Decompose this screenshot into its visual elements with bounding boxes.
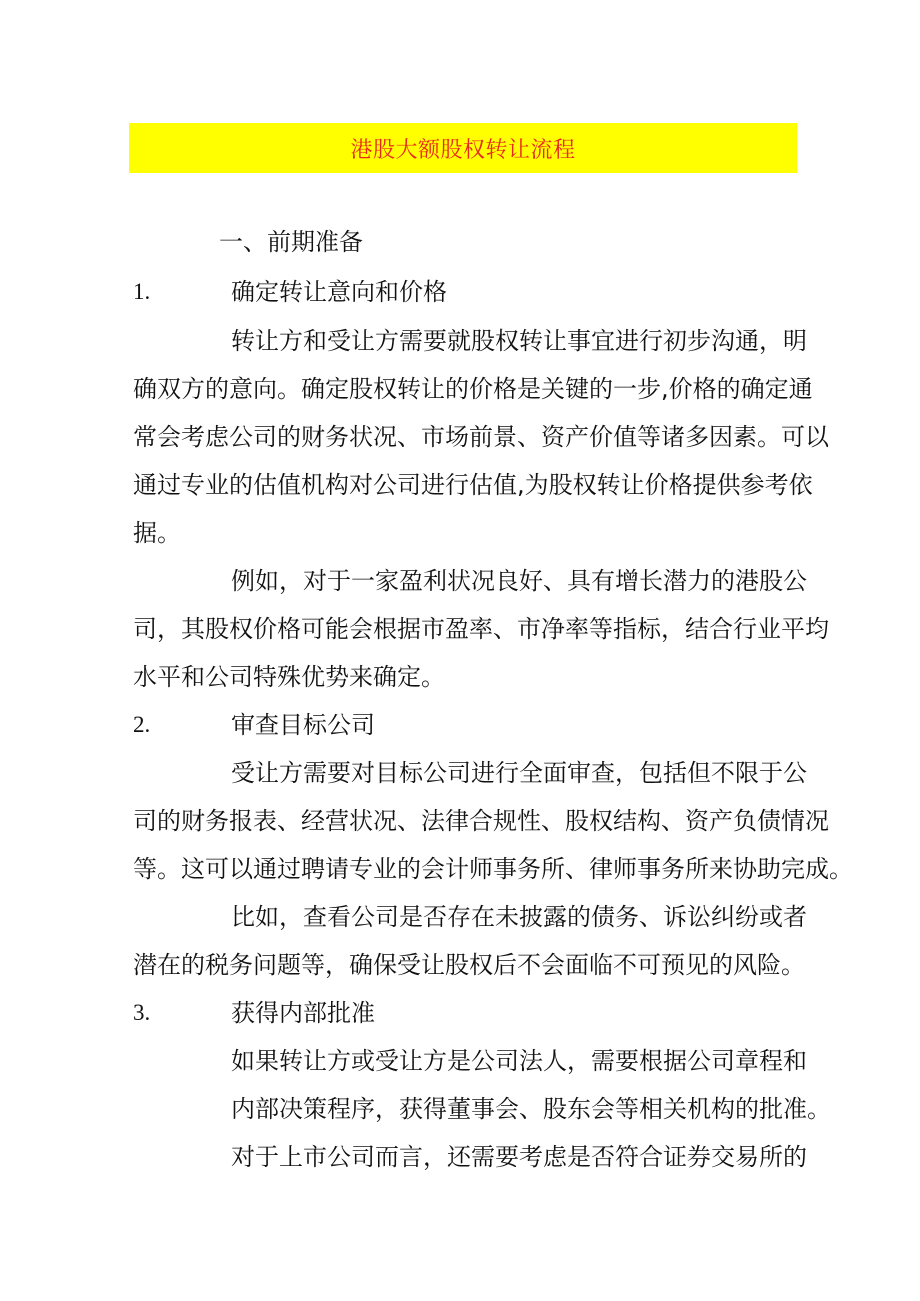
paragraph-line: 等。这可以通过聘请专业的会计师事务所、律师事务所来协助完成。	[133, 855, 853, 883]
paragraph-line: 受让方需要对目标公司进行全面审查，包括但不限于公	[231, 759, 807, 787]
title-banner	[129, 123, 797, 173]
paragraph-line: 水平和公司特殊优势来确定。	[133, 663, 445, 691]
paragraph-line: 对于上市公司而言，还需要考虑是否符合证券交易所的	[231, 1143, 807, 1171]
paragraph-line: 比如，查看公司是否存在未披露的债务、诉讼纠纷或者	[231, 903, 807, 931]
item-heading: 审查目标公司	[231, 711, 375, 739]
item-number: 2.	[133, 712, 151, 737]
paragraph-line: 确双方的意向。确定股权转让的价格是关键的一步,价格的确定通	[133, 375, 813, 403]
item-number: 3.	[133, 1000, 151, 1025]
item-number: 1.	[133, 279, 151, 304]
document-title: 港股大额股权转让流程	[350, 137, 576, 163]
section-heading: 一、前期准备	[219, 228, 363, 256]
paragraph-line: 通过专业的估值机构对公司进行估值,为股权转让价格提供参考依	[133, 471, 813, 499]
paragraph-line: 司，其股权价格可能会根据市盈率、市净率等指标，结合行业平均	[133, 615, 829, 643]
item-heading: 获得内部批准	[231, 999, 375, 1027]
paragraph-line: 司的财务报表、经营状况、法律合规性、股权结构、资产负债情况	[133, 807, 829, 835]
paragraph-line: 常会考虑公司的财务状况、市场前景、资产价值等诸多因素。可以	[133, 423, 829, 451]
paragraph-line: 潜在的税务问题等，确保受让股权后不会面临不可预见的风险。	[133, 951, 805, 979]
item-heading: 确定转让意向和价格	[231, 278, 447, 306]
paragraph-line: 如果转让方或受让方是公司法人，需要根据公司章程和	[231, 1047, 807, 1075]
paragraph-line: 例如，对于一家盈利状况良好、具有增长潜力的港股公	[231, 567, 807, 595]
paragraph-line: 内部决策程序，获得董事会、股东会等相关机构的批准。	[231, 1095, 831, 1123]
paragraph-line: 转让方和受让方需要就股权转让事宜进行初步沟通，明	[231, 327, 807, 355]
paragraph-line: 据。	[133, 519, 181, 547]
